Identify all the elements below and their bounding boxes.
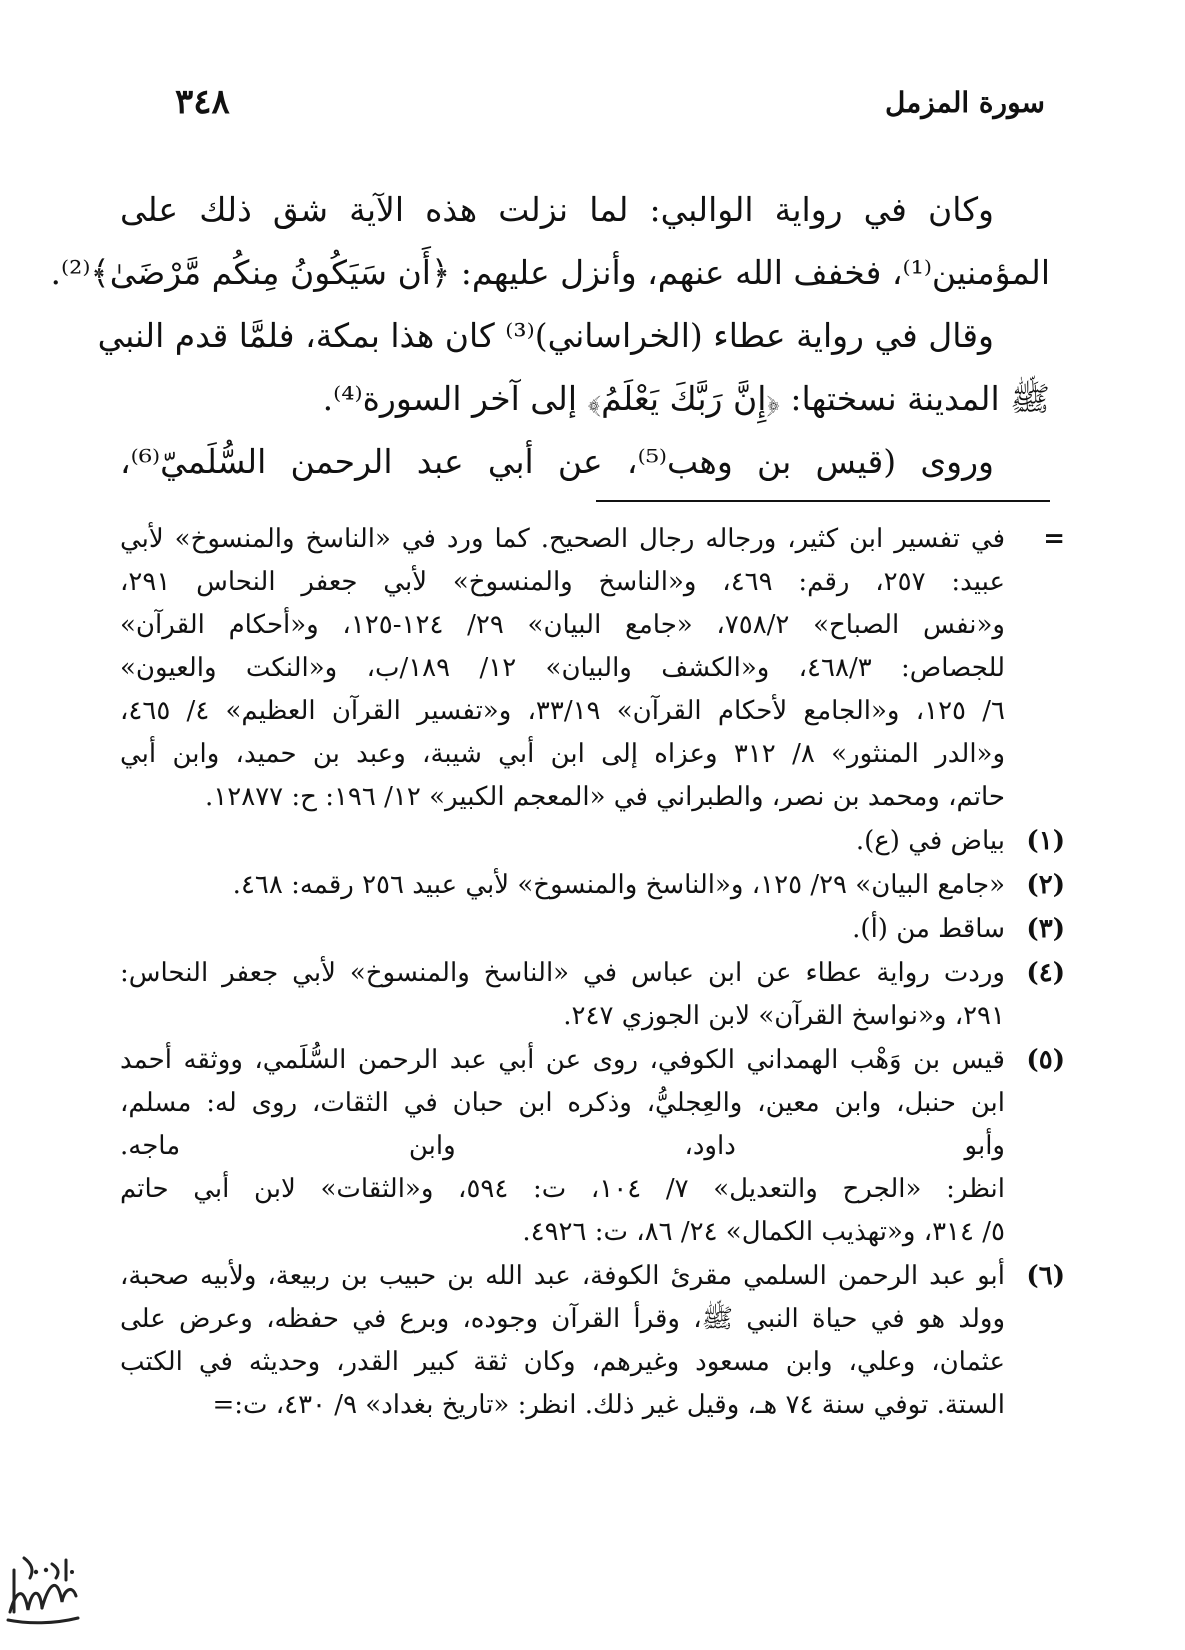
footnote-line: للجصاص: ٤٦٨/٣، و«الكشف والبيان» ١٢/ ١٨٩/ب، و«النكت والعيون» [120,653,1006,683]
footnote-line: عثمان، وعلي، وابن مسعود وغيرهم، وكان ثقة كبير القدر، وحديثه في الكتب [120,1347,1005,1377]
footnote-line: ٦/ ١٢٥، و«الجامع لأحكام القرآن» ٣٣/١٩، و«تفسير القرآن العظيم» ٤/ ٤٦٥، [120,696,1005,726]
footnote-line: وردت رواية عطاء عن ابن عباس في «الناسخ والمنسوخ» لأبي جعفر النحاس: [120,958,1005,988]
main-text-line: وقال في رواية عطاء (الخراساني)⁽³⁾ كان هذا بمكة، فلمَّا قدم النبي [97,316,994,355]
page-number: ٣٤٨ [175,82,230,122]
footnote-line: في تفسير ابن كثير، ورجاله رجال الصحيح. كما ورد في «الناسخ والمنسوخ» لأبي [120,524,1005,554]
footnotes [120,518,1065,1427]
main-text-line: المؤمنين⁽¹⁾، فخفف الله عنهم، وأنزل عليهم: ﴿أَن سَيَكُونُ مِنكُم مَّرْضَىٰ﴾⁽²⁾. [50,253,1050,292]
footnote-number: (٣) [1026,914,1065,944]
footnote-separator [596,500,1050,502]
footnote-number: (٢) [1026,870,1065,900]
footnote [120,820,1065,863]
main-text [50,178,1050,493]
footnote-line: أبو عبد الرحمن السلمي مقرئ الكوفة، عبد الله بن حبيب بن ربيعة، ولأبيه صحبة، [120,1261,1005,1291]
footnote-line: الستة. توفي سنة ٧٤ هـ، وقيل غير ذلك. انظر: «تاريخ بغداد» ٩/ ٤٣٠، ت:= [212,1390,1005,1420]
footnote-line: ابن حنبل، وابن معين، والعِجليُّ، وذكره ابن حبان في الثقات، روى له: مسلم، [120,1088,1005,1118]
main-text-line: ﷺ المدينة نسختها: ﴿إِنَّ رَبَّكَ يَعْلَمُ﴾ إلى آخر السورة⁽⁴⁾. [322,379,1050,418]
footnote-number: (٦) [1026,1261,1065,1291]
footnote-line: قيس بن وَهْب الهمداني الكوفي، روى عن أبي عبد الرحمن السُّلَمي، ووثقه أحمد [120,1045,1005,1075]
main-text-line: وكان في رواية الوالبي: لما نزلت هذه الآية شق ذلك على [120,190,994,229]
footnote-line: انظر: «الجرح والتعديل» ٧/ ١٠٤، ت: ٥٩٤، و«الثقات» لابن أبي حاتم [120,1174,1005,1204]
main-text-line: وروى (قيس بن وهب⁽⁵⁾، عن أبي عبد الرحمن السُّلَميّ⁽⁶⁾، [120,442,994,481]
footnote-number: (١) [1026,826,1065,856]
page-header [175,82,1045,132]
footnote-line: ٥/ ٣١٤، و«تهذيب الكمال» ٢٤/ ٨٦، ت: ٤٩٢٦. [522,1217,1005,1247]
footnote-line: وولد هو في حياة النبي ﷺ، وقرأ القرآن وجوده، وبرع في حفظه، وعرض على [120,1304,1005,1334]
footnote [120,1039,1065,1254]
footnote-line: حاتم، ومحمد بن نصر، والطبراني في «المعجم الكبير» ١٢/ ١٩٦: ح: ١٢٨٧٧. [205,782,1005,812]
footnote-line: بياض في (ع). [855,826,1005,856]
footnote-number: = [1043,524,1065,554]
footnote [120,1255,1065,1427]
footnote-line: عبيد: ٢٥٧، رقم: ٤٦٩، و«الناسخ والمنسوخ» لأبي جعفر النحاس ٢٩١، [120,567,1005,597]
footnote-number: (٥) [1026,1045,1065,1075]
footnote [120,908,1065,951]
publisher-logo-icon [2,1550,82,1632]
footnote-line: وأبو داود، وابن ماجه. [120,1131,1005,1161]
footnote [120,864,1065,907]
footnote-line: «جامع البيان» ٢٩/ ١٢٥، و«الناسخ والمنسوخ» لأبي عبيد ٢٥٦ رقمه: ٤٦٨. [232,870,1005,900]
footnote-line: و«نفس الصباح» ٧٥٨/٢، «جامع البيان» ٢٩/ ١٢٤-١٢٥، و«أحكام القرآن» [120,610,1005,640]
footnote [120,952,1065,1038]
footnote-line: ساقط من (أ). [852,914,1005,944]
footnote-number: (٤) [1026,958,1065,988]
footnote [120,518,1065,819]
footnote-line: ٢٩١، و«نواسخ القرآن» لابن الجوزي ٢٤٧. [563,1001,1005,1031]
surah-title: سورة المزمل [884,86,1045,119]
footnote-line: و«الدر المنثور» ٨/ ٣١٢ وعزاه إلى ابن أبي شيبة، وعبد بن حميد، وابن أبي [120,739,1006,769]
